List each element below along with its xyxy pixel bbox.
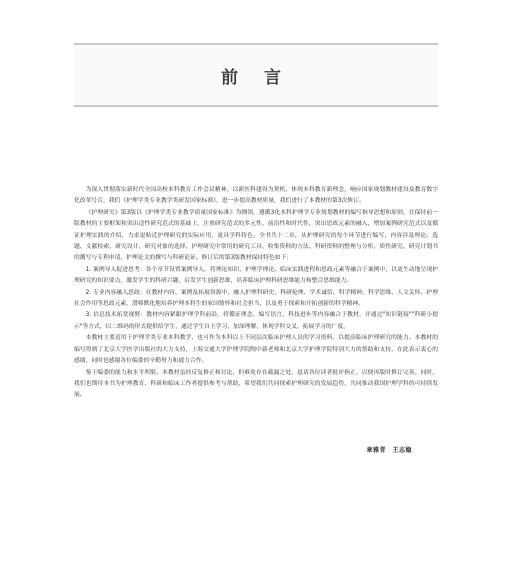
paragraph-overview: 《护理研究》第3版以《护理学类专业教学质量国家标准》为纲领，遵循3化本科护理学专业规划教材的编写指导思想和原则，在保持前一版教材的主要框架和突出适性研究范式的基础上，注重研究范式的多元性、前沿性和时代性，突出思政元素的融入，增加案例研究范式以及循证护理实践的介绍，力求更贴近护理研究的实际应用，更具学科特色。全书共十二章，从护理研究的每个环节进行编写，内容涉及理论、选题、文献检索、研究设计、研究对象的选择、护理研究中常用的研究工具、收集资料的方法、科研资料的整理与分析、质性研究、研究计划书的撰写与专利申请、护理论文的撰写与科研论证。修订后的第3版教材保持特色如下： (74, 209, 438, 262)
paragraph-closing: 鉴于编委的能力和水平所限，本教材虽经反复修正和讨论，但难免存在疏漏之处，恳请各位读者批评指正，以便再版时修订完善。同时，我们也期待本书为护理教育、科研和临床工作者提供参考与帮助，希望我们共同探索护理研究的发展趋势，共同推动我国护理学科的可持续发展。 (74, 369, 438, 399)
paragraph-feature-2: 2. 专业内容融入思政：在教材内容、案例及拓展资源中，融入护理科研史、科研伦理、学术诚信、科学精神、科学思维、人文关怀、护理社会作用等思政元素，潜移默化地培养护理本科生的家国情怀和社会担当，以及勇于探索和开拓创新的科学精神。 (74, 289, 438, 308)
preface-page (0, 43, 520, 563)
paragraph-feature-3: 3. 信息技术拓宽视野：教材内容紧跟护理学科前沿，将循证理念、编写语言、科技进步等内容融合于教材，并通过"知识链接""科研小提示"等方式，以二维码的形式提供给学生，通过学生自主学习，加深理解，体现学科交叉，拓展学习的广度。 (74, 312, 438, 330)
preface-body (74, 185, 438, 402)
title-banner (74, 43, 438, 107)
paragraph-intro: 为深入贯彻落实新时代全国高校本科教育工作会议精神，以新医科建设为契机，体现本科教育新理念，响应国家规划教材建设及教育数字化改革号召，我们《护理学类专业教学类研发国家标准》，进一步提高教材质量，我们进行了本教材的第3次修订。 (74, 187, 438, 205)
author-signature: 章雅青 王志稳 (366, 447, 412, 454)
paragraph-acknowledgement: 本教材主要适用于护理学类专业本科教学，也可作为本科以上不同层次临床护理人员的学习资料，以提高临床护理研究的能力。本教材的编写得到了北京大学医学出版社的大力支持，上海交通大学护理学院陶中新老师和北京大学护理学院特别大力的帮助和支持，在此表示衷心的感谢，同时也感谢各位编委的辛勤努力和通力合作。 (74, 335, 438, 365)
page-title: 前 言 (221, 67, 291, 88)
paragraph-feature-1: 1. 案例导入促进思考：各个章节设置案例导入，将理论知识、护理学理论、临床实践进程和思政元素等融合于案例中，以更生动地呈现护理研究的知识要点，激发学生的科研兴趣，启发学生创新思维，培养临床护理科研思维能力和整合思维能力。 (74, 266, 438, 285)
